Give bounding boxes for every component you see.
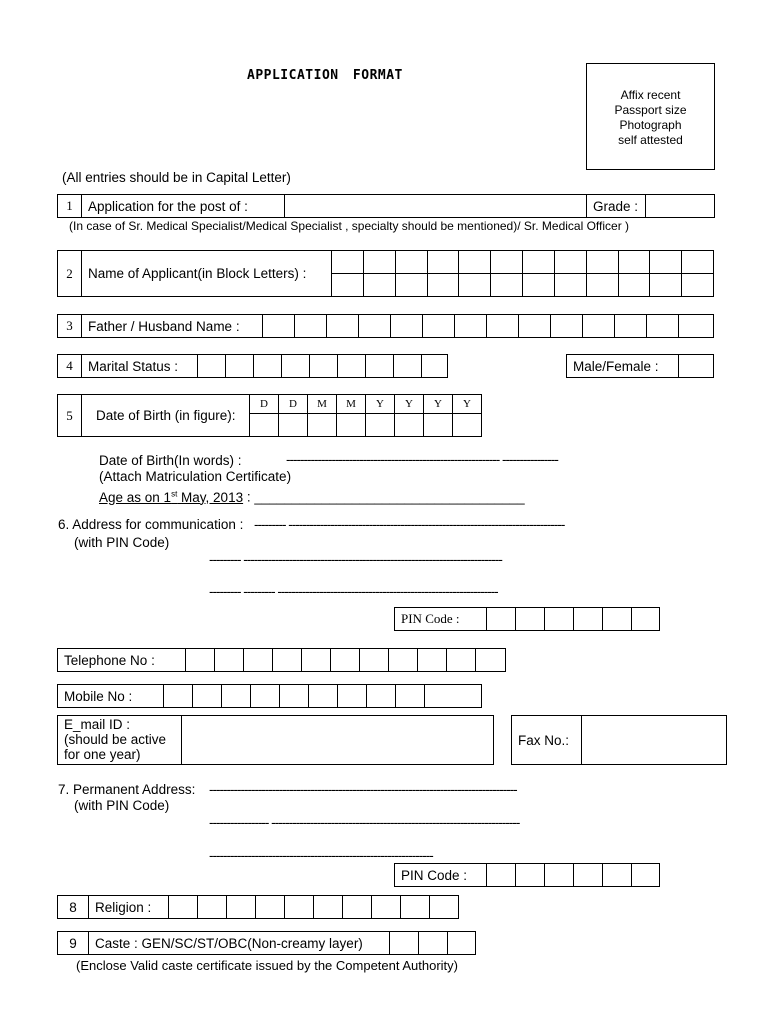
caste-label: Caste : GEN/SC/ST/OBC(Non-creamy layer) [89,932,390,954]
religion-row [57,895,459,919]
item-number: 1 [58,195,82,217]
digit-box[interactable] [186,649,215,671]
pin-box[interactable] [574,608,603,630]
applicant-name-row [57,250,331,297]
email-label-line: (should be active [64,732,167,747]
digit-box[interactable] [222,685,251,707]
digit-box[interactable] [164,685,193,707]
instruction-text: (All entries should be in Capital Letter) [62,170,291,185]
marital-status-row [57,354,448,378]
date-box[interactable] [279,414,308,437]
letter-box[interactable] [310,355,338,377]
letter-box[interactable] [169,896,198,918]
dob-figure-label: Date of Birth (in figure): [96,408,236,423]
date-box[interactable] [366,414,395,437]
item-number: 3 [58,315,82,337]
digit-box[interactable] [302,649,331,671]
letter-box[interactable] [295,315,327,337]
gender-row [566,354,714,378]
digit-box[interactable] [309,685,338,707]
date-header: D [250,395,279,414]
digit-box[interactable] [447,649,476,671]
letter-box[interactable] [583,315,615,337]
letter-box[interactable] [422,355,447,377]
letter-box[interactable] [419,932,448,954]
digit-box[interactable] [331,649,360,671]
pin-box[interactable] [487,608,516,630]
letter-box[interactable] [390,932,419,954]
attach-note: (Attach Matriculation Certificate) [99,469,292,484]
photo-box-line: self attested [618,133,683,147]
pin-box[interactable] [632,608,659,630]
grade-label: Grade : [587,195,646,217]
post-label: Application for the post of : [82,195,285,217]
caste-row [57,931,476,955]
email-input[interactable] [182,716,493,764]
letter-box[interactable] [401,896,430,918]
form-title: APPLICATION FORMAT [247,68,403,83]
dob-words-label: Date of Birth(In words) : [99,453,242,468]
date-header: Y [453,395,482,414]
digit-box[interactable] [273,649,302,671]
pin-box[interactable] [603,608,632,630]
date-box[interactable] [250,414,279,437]
digit-box[interactable] [251,685,280,707]
marital-status-label: Marital Status : [82,355,198,377]
post-note: (In case of Sr. Medical Specialist/Medical Specialist , specialty should be mentioned)/ Sr. Medical Officer ) [69,219,630,233]
age-label: Age as on 1 [99,489,172,505]
date-box[interactable] [308,414,337,437]
digit-box[interactable] [360,649,389,671]
mobile-label: Mobile No : [58,685,164,707]
letter-box[interactable] [372,896,401,918]
date-box[interactable] [424,414,453,437]
date-header: Y [395,395,424,414]
date-header: Y [424,395,453,414]
pin-box[interactable] [574,864,603,886]
date-header: M [308,395,337,414]
letter-box[interactable] [366,355,394,377]
email-label-line: E_mail ID : [64,717,131,732]
letter-box[interactable] [430,896,458,918]
email-label [58,716,182,764]
letter-box[interactable] [423,315,455,337]
digit-box[interactable] [215,649,244,671]
address-line-3[interactable]: --------- --------- --------------------------------------------------------------- [209,584,498,599]
telephone-label: Telephone No : [58,649,186,671]
digit-box[interactable] [338,685,367,707]
item-number: 5 [58,395,82,436]
letter-box[interactable] [615,315,647,337]
digit-box[interactable] [425,685,481,707]
digit-box[interactable] [389,649,418,671]
letter-box[interactable] [338,355,366,377]
father-husband-row [57,314,714,338]
pin-label: PIN Code : [395,608,487,630]
digit-box[interactable] [476,649,505,671]
photo-box-line: Photograph [619,118,682,132]
age-date: May, 2013 [177,489,244,505]
post-applied-row [57,194,587,218]
photo-box [586,63,715,170]
grade-row [586,194,715,218]
address-line-1[interactable]: --------- ------------------------------------------------------------------------------- [254,517,565,532]
pin-box[interactable] [632,864,659,886]
item-number: 9 [58,932,89,954]
letter-box[interactable] [519,315,551,337]
pin-label: PIN Code : [395,864,487,886]
permanent-address-label: 7. Permanent Address: [58,782,196,797]
digit-box[interactable] [193,685,222,707]
grade-input[interactable] [646,195,714,217]
letter-box[interactable] [448,932,475,954]
letter-box[interactable] [314,896,343,918]
letter-box[interactable] [391,315,423,337]
letter-box[interactable] [198,896,227,918]
caste-note: (Enclose Valid caste certificate issued by the Competent Authority) [76,958,459,973]
letter-box[interactable] [327,315,359,337]
post-input[interactable] [285,195,586,217]
permanent-address-sub: (with PIN Code) [74,798,170,813]
item-number: 4 [58,355,82,377]
digit-box[interactable] [280,685,309,707]
letter-box[interactable] [282,355,310,377]
permanent-address-line-2[interactable]: ----------------- ----------------------------------------------------------------------- [209,815,520,830]
pin-box[interactable] [545,608,574,630]
digit-box[interactable] [396,685,425,707]
religion-label: Religion : [89,896,169,918]
digit-box[interactable] [367,685,396,707]
address-sub: (with PIN Code) [74,535,170,550]
digit-box[interactable] [418,649,447,671]
applicant-name-grid[interactable] [331,250,714,297]
letter-box[interactable] [487,315,519,337]
address-pin-row [394,607,660,631]
letter-box[interactable] [455,315,487,337]
gender-input[interactable] [679,355,713,377]
letter-box[interactable] [285,896,314,918]
photo-box-line: Affix recent [620,88,681,102]
item-number: 2 [58,251,82,296]
permanent-pin-row [394,863,660,887]
letter-box[interactable] [359,315,391,337]
date-header: D [279,395,308,414]
address-label: 6. Address for communication : [58,517,244,532]
letter-box[interactable] [343,896,372,918]
pin-box[interactable] [516,608,545,630]
dob-figure-grid[interactable] [249,394,482,437]
fax-row [511,715,727,765]
address-line-2[interactable]: --------- -------------------------------------------------------------------------- [209,552,502,567]
pin-box[interactable] [545,864,574,886]
email-label-line: for one year) [64,747,141,762]
dob-words-line[interactable]: ------------------------------------------------------------- ---------------- [286,452,558,467]
gender-label: Male/Female : [567,355,679,377]
letter-box[interactable] [679,315,713,337]
letter-box[interactable] [227,896,256,918]
letter-box[interactable] [256,896,285,918]
date-box[interactable] [337,414,366,437]
letter-box[interactable] [226,355,254,377]
letter-box[interactable] [647,315,679,337]
date-header: M [337,395,366,414]
permanent-address-line-1[interactable]: ---------------------------------------------------------------------------------------- [209,782,517,797]
telephone-row [57,648,506,672]
digit-box[interactable] [244,649,273,671]
date-box[interactable] [395,414,424,437]
pin-box[interactable] [516,864,545,886]
fax-input[interactable] [582,716,726,764]
letter-box[interactable] [551,315,583,337]
letter-box[interactable] [198,355,226,377]
item-number: 8 [58,896,89,918]
letter-box[interactable] [263,315,295,337]
email-row [57,715,494,765]
photo-box-line: Passport size [614,103,687,117]
fax-label: Fax No.: [512,716,582,764]
permanent-address-line-3[interactable]: ---------------------------------------------------------------- [209,848,433,863]
father-husband-label: Father / Husband Name : [82,315,263,337]
mobile-row [57,684,482,708]
letter-box[interactable] [254,355,282,377]
letter-box[interactable] [394,355,422,377]
age-input-line[interactable]: : ____________________________________ [243,489,525,505]
age-sup: st [171,489,178,498]
age-line [99,486,525,506]
applicant-name-label: Name of Applicant(in Block Letters) : [88,266,307,281]
pin-box[interactable] [603,864,632,886]
pin-box[interactable] [487,864,516,886]
date-header: Y [366,395,395,414]
date-box[interactable] [453,414,482,437]
dob-figure-row [57,394,250,437]
